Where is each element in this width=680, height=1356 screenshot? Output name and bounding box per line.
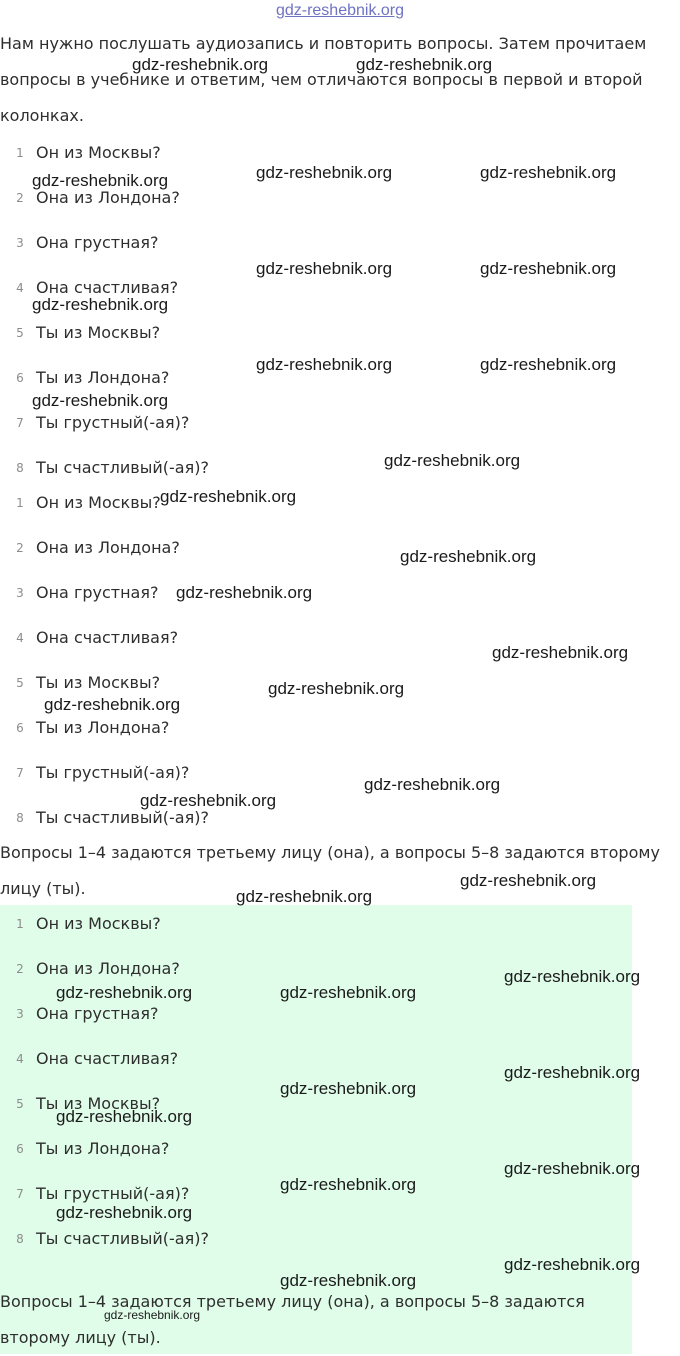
answer-line-2: второму лицу (ты). <box>0 1328 161 1347</box>
list-item-number: 3 <box>16 236 24 250</box>
watermark: gdz-reshebnik.org <box>356 55 493 74</box>
list-item-number: 1 <box>16 917 24 931</box>
list-item-number: 5 <box>16 1097 24 1111</box>
list-item: Она из Лондона? <box>36 188 180 207</box>
watermark: gdz-reshebnik.org <box>280 1271 417 1290</box>
list-item: Она из Лондона? <box>36 959 180 978</box>
list-item: Ты из Москвы? <box>36 673 161 692</box>
watermark: gdz-reshebnik.org <box>160 487 297 506</box>
watermark: gdz-reshebnik.org <box>132 55 269 74</box>
list-item: Ты грустный(-ая)? <box>36 763 190 782</box>
list-item-number: 6 <box>16 721 24 735</box>
list-item: Он из Москвы? <box>36 914 161 933</box>
list-item: Она из Лондона? <box>36 538 180 557</box>
list-item: Она счастливая? <box>36 278 179 297</box>
watermark: gdz-reshebnik.org <box>32 391 169 410</box>
watermark: gdz-reshebnik.org <box>140 791 277 810</box>
list-item-number: 2 <box>16 541 24 555</box>
list-item: Ты из Москвы? <box>36 323 161 342</box>
list-item-number: 8 <box>16 811 24 825</box>
watermark: gdz-reshebnik.org <box>280 1175 417 1194</box>
list-item-number: 4 <box>16 631 24 645</box>
answer-line-1: Вопросы 1–4 задаются третьему лицу (она), а вопросы 5–8 задаются второму <box>0 843 660 862</box>
list-item: Ты грустный(-ая)? <box>36 1184 190 1203</box>
list-item-number: 3 <box>16 1007 24 1021</box>
list-item: Она счастливая? <box>36 628 179 647</box>
watermark: gdz-reshebnik.org <box>256 259 393 278</box>
list-item-number: 6 <box>16 371 24 385</box>
watermark-link[interactable]: gdz-reshebnik.org <box>275 2 405 19</box>
watermark: gdz-reshebnik.org <box>56 1107 193 1126</box>
watermark: gdz-reshebnik.org <box>400 547 537 566</box>
list-item-number: 6 <box>16 1142 24 1156</box>
watermark: gdz-reshebnik.org <box>32 295 169 314</box>
watermark: gdz-reshebnik.org <box>504 1159 641 1178</box>
watermark: gdz-reshebnik.org <box>480 355 617 374</box>
list-item: Ты грустный(-ая)? <box>36 413 190 432</box>
watermark: gdz-reshebnik.org <box>504 1063 641 1082</box>
watermark: gdz-reshebnik.org <box>268 679 405 698</box>
watermark: gdz-reshebnik.org <box>32 171 169 190</box>
list-item-number: 1 <box>16 146 24 160</box>
watermark: gdz-reshebnik.org <box>364 775 501 794</box>
list-item-number: 5 <box>16 676 24 690</box>
watermark: gdz-reshebnik.org <box>256 355 393 374</box>
watermark: gdz-reshebnik.org <box>492 643 629 662</box>
watermark: gdz-reshebnik.org <box>104 1308 201 1322</box>
list-item-number: 1 <box>16 496 24 510</box>
list-item: Ты из Лондона? <box>36 1139 170 1158</box>
list-item: Он из Москвы? <box>36 493 161 512</box>
list-item-number: 3 <box>16 586 24 600</box>
list-item-number: 7 <box>16 1187 24 1201</box>
list-item: Ты из Москвы? <box>36 1094 161 1113</box>
list-item-number: 8 <box>16 461 24 475</box>
list-item-number: 7 <box>16 766 24 780</box>
list-item: Она грустная? <box>36 583 159 602</box>
list-item-number: 2 <box>16 191 24 205</box>
watermark: gdz-reshebnik.org <box>480 163 617 182</box>
watermark: gdz-reshebnik.org <box>504 1255 641 1274</box>
list-item-number: 8 <box>16 1232 24 1246</box>
watermark: gdz-reshebnik.org <box>384 451 521 470</box>
list-item: Она грустная? <box>36 1004 159 1023</box>
watermark: gdz-reshebnik.org <box>176 583 313 602</box>
list-item-number: 5 <box>16 326 24 340</box>
list-item: Ты из Лондона? <box>36 368 170 387</box>
list-item: Ты счастливый(-ая)? <box>36 1229 209 1248</box>
list-item: Она грустная? <box>36 233 159 252</box>
intro-line-3: колонках. <box>0 106 84 125</box>
watermark: gdz-reshebnik.org <box>236 887 373 906</box>
watermark: gdz-reshebnik.org <box>280 1079 417 1098</box>
watermark: gdz-reshebnik.org <box>56 1203 193 1222</box>
watermark: gdz-reshebnik.org <box>56 983 193 1002</box>
list-item: Ты счастливый(-ая)? <box>36 808 209 827</box>
watermark: gdz-reshebnik.org <box>280 983 417 1002</box>
watermark: gdz-reshebnik.org <box>44 695 181 714</box>
watermark: gdz-reshebnik.org <box>460 871 597 890</box>
list-item: Ты счастливый(-ая)? <box>36 458 209 477</box>
list-item-number: 4 <box>16 1052 24 1066</box>
watermark: gdz-reshebnik.org <box>504 967 641 986</box>
list-item: Ты из Лондона? <box>36 718 170 737</box>
intro-line-1: Нам нужно послушать аудиозапись и повторить вопросы. Затем прочитаем <box>0 34 647 53</box>
list-item-number: 4 <box>16 281 24 295</box>
list-item: Он из Москвы? <box>36 143 161 162</box>
answer-line-2: лицу (ты). <box>0 879 86 898</box>
intro-line-2: вопросы в учебнике и ответим, чем отличаются вопросы в первой и второй <box>0 70 643 89</box>
list-item-number: 2 <box>16 962 24 976</box>
watermark: gdz-reshebnik.org <box>256 163 393 182</box>
list-item: Она счастливая? <box>36 1049 179 1068</box>
list-item-number: 7 <box>16 416 24 430</box>
answer-line-1: Вопросы 1–4 задаются третьему лицу (она), а вопросы 5–8 задаются <box>0 1292 585 1311</box>
watermark: gdz-reshebnik.org <box>480 259 617 278</box>
